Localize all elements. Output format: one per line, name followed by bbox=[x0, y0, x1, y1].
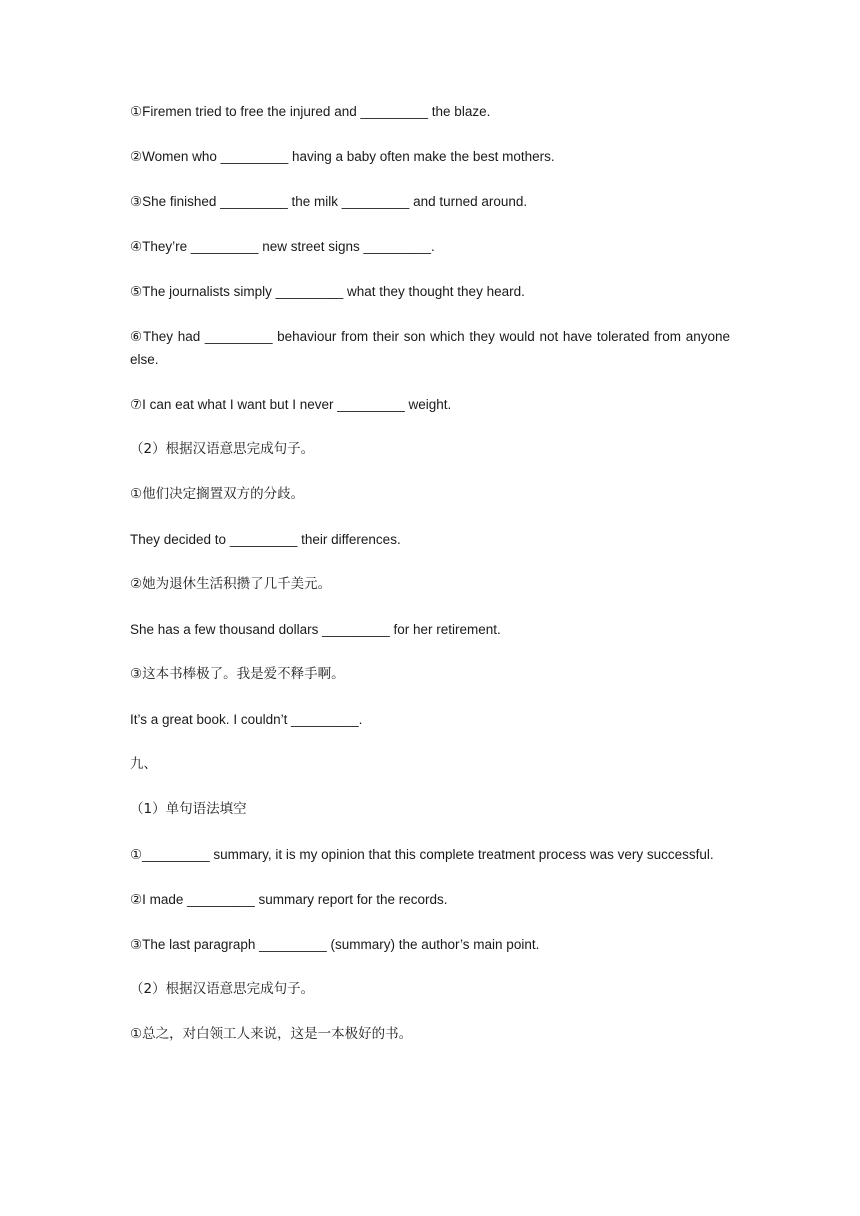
translation-cn-b1: ①总之，对白领工人来说，这是一本极好的书。 bbox=[130, 1026, 413, 1042]
part2-heading-b: （2）根据汉语意思完成句子。 bbox=[130, 981, 315, 997]
translation-en-3: It’s a great book. I couldn’t _________. bbox=[130, 712, 363, 727]
part1-heading: （1）单句语法填空 bbox=[130, 801, 247, 817]
grammar-item-2: ②I made _________ summary report for the records. bbox=[130, 892, 448, 907]
translation-cn-2: ②她为退休生活积攒了几千美元。 bbox=[130, 576, 332, 592]
fill-blank-item-6: ⑥They had _________ behaviour from their son which they would not have tolerated from anyone else. bbox=[130, 329, 734, 367]
section-number: 九、 bbox=[130, 756, 157, 772]
translation-cn-3: ③这本书棒极了。我是爱不释手啊。 bbox=[130, 666, 345, 682]
part2-heading: （2）根据汉语意思完成句子。 bbox=[130, 441, 315, 457]
grammar-item-1: ①_________ summary, it is my opinion that this complete treatment process was very successful. bbox=[130, 847, 714, 862]
fill-blank-item-2: ②Women who _________ having a baby often make the best mothers. bbox=[130, 149, 555, 164]
translation-en-1: They decided to _________ their differences. bbox=[130, 532, 401, 547]
fill-blank-item-4: ④They’re _________ new street signs _________. bbox=[130, 239, 435, 254]
translation-en-2: She has a few thousand dollars _________ for her retirement. bbox=[130, 622, 501, 637]
document-page bbox=[130, 100, 734, 1068]
fill-blank-item-1: ①Firemen tried to free the injured and _________ the blaze. bbox=[130, 104, 491, 119]
grammar-item-3: ③The last paragraph _________ (summary) the author’s main point. bbox=[130, 937, 540, 952]
fill-blank-item-3: ③She finished _________ the milk _________ and turned around. bbox=[130, 194, 528, 209]
translation-cn-1: ①他们决定搁置双方的分歧。 bbox=[130, 486, 305, 502]
fill-blank-item-7: ⑦I can eat what I want but I never _________ weight. bbox=[130, 397, 452, 412]
fill-blank-item-5: ⑤The journalists simply _________ what they thought they heard. bbox=[130, 284, 525, 299]
